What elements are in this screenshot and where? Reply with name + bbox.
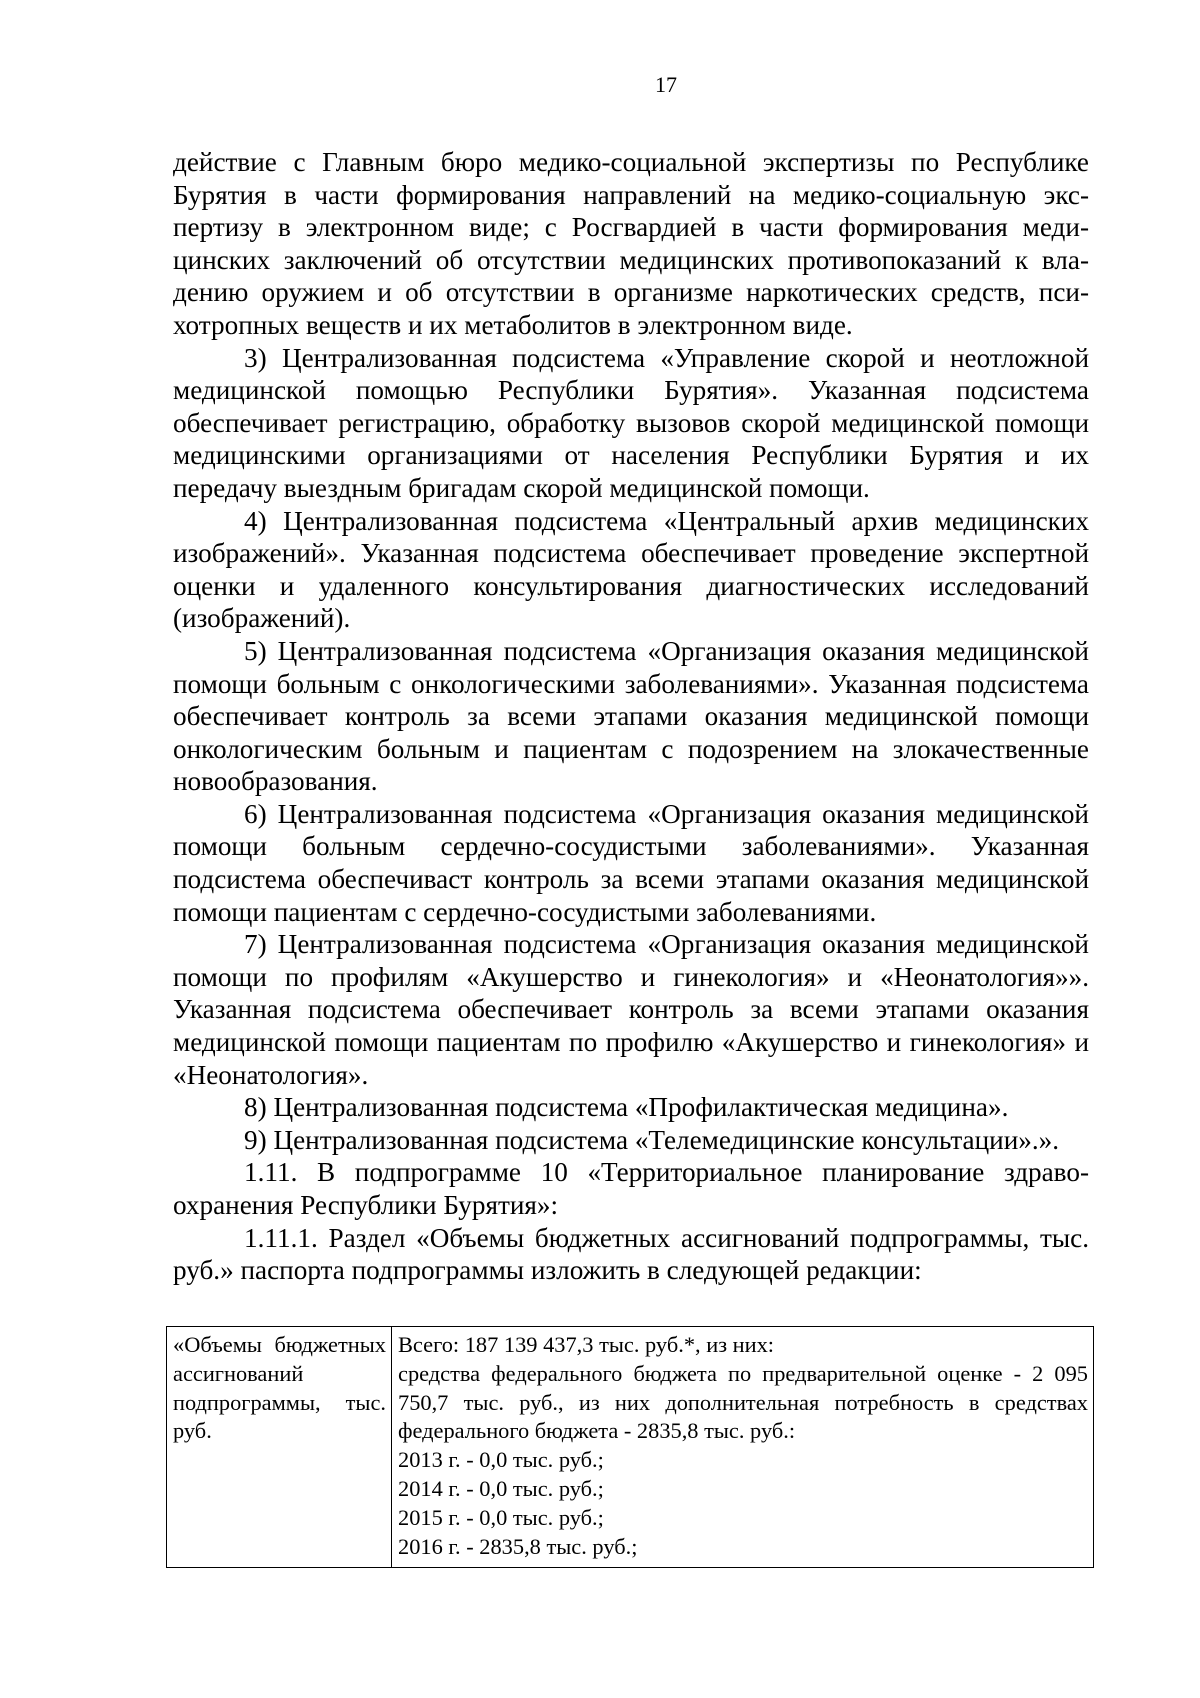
paragraph-item-9: 9) Централизованная подсистема «Телемедицинские консультации».». bbox=[244, 1124, 1060, 1155]
paragraph-clause-1-11-1: 1.11.1. Раздел «Объемы бюджетных ассигнований подпрограммы, тыс. руб.» паспорта подпрограммы изложить в следующей редакции: bbox=[173, 1222, 1089, 1286]
table-cell-label: «Объемы бюджетных ассигнований подпрограммы, тыс. руб. bbox=[167, 1327, 392, 1568]
table-line-2015: 2015 г. - 0,0 тыс. руб.; bbox=[398, 1504, 604, 1530]
passport-table bbox=[166, 1326, 1094, 1568]
paragraph-item-5: 5) Централизованная подсистема «Организация оказания медицинской помощи больным с онкологическими заболеваниями». Указанная подсистема обеспечивает контроль за всеми этапами оказания медицинской помощи онкологическим больным и пациентам с подозрением на злокачественные новообразования. bbox=[173, 635, 1089, 797]
body-text bbox=[173, 146, 1089, 1287]
table-cell-value bbox=[392, 1327, 1094, 1568]
table-line-2014: 2014 г. - 0,0 тыс. руб.; bbox=[398, 1475, 604, 1501]
table-line-federal: средства федерального бюджета по предварительной оценке - 2 095 750,7 тыс. руб., из них дополнительная потребность в средствах федерального бюджета - 2835,8 тыс. руб.: bbox=[398, 1360, 1088, 1444]
page-number: 17 bbox=[655, 72, 677, 97]
paragraph-item-4: 4) Централизованная подсистема «Центральный архив медицинских изображений». Указанная подсистема обеспечивает проведение экспертной оценки и удаленного консультирования диагностических исследований (изображений). bbox=[173, 505, 1089, 634]
table-row bbox=[167, 1327, 1094, 1568]
table-line-total: Всего: 187 139 437,3 тыс. руб.*, из них: bbox=[398, 1332, 775, 1357]
paragraph-continuation: действие с Главным бюро медико-социальной экспертизы по Республике Бурятия в части формирования направлений на медико-социальную экспертизу в электронном виде; с Росгвардией в части формирования медицинских заключений об отсутствии медицинских противопоказаний к владению оружием и об отсутствии в организме наркотических средств, психотропных веществ и их метаболитов в электронном виде. bbox=[173, 147, 1089, 340]
paragraph-item-8: 8) Централизованная подсистема «Профилактическая медицина». bbox=[244, 1092, 1009, 1123]
paragraph-item-6: 6) Централизованная подсистема «Организация оказания медицинской помощи больным сердечно-сосудистыми заболеваниями». Указанная подсистема обеспечиваст контроль за всеми этапами оказания медицинской помощи пациентам с сердечно-сосудистыми заболеваниями. bbox=[173, 798, 1089, 927]
table-line-2013: 2013 г. - 0,0 тыс. руб.; bbox=[398, 1447, 604, 1473]
table-line-2016: 2016 г. - 2835,8 тыс. руб.; bbox=[398, 1533, 638, 1559]
paragraph-clause-1-11: 1.11. В подпрограмме 10 «Территориальное планирование здравоохранения Республики Бурятия»: bbox=[173, 1157, 1089, 1220]
paragraph-item-7: 7) Централизованная подсистема «Организация оказания медицинской помощи по профилям «Акушерство и гинекология» и «Неонатология»». Указанная подсистема обеспечивает контроль за всеми этапами оказания медицинской помощи пациентам по профилю «Акушерство и гинекология» и «Неонатология». bbox=[173, 929, 1089, 1090]
paragraph-item-3: 3) Централизованная подсистема «Управление скорой и неотложной медицинской помощью Республики Бурятия». Указанная подсистема обеспечивает регистрацию, обработку вызовов скорой медицинской помощи медицинскими организациями от населения Республики Бурятия и их передачу выездным бригадам скорой медицинской помощи. bbox=[173, 342, 1089, 503]
